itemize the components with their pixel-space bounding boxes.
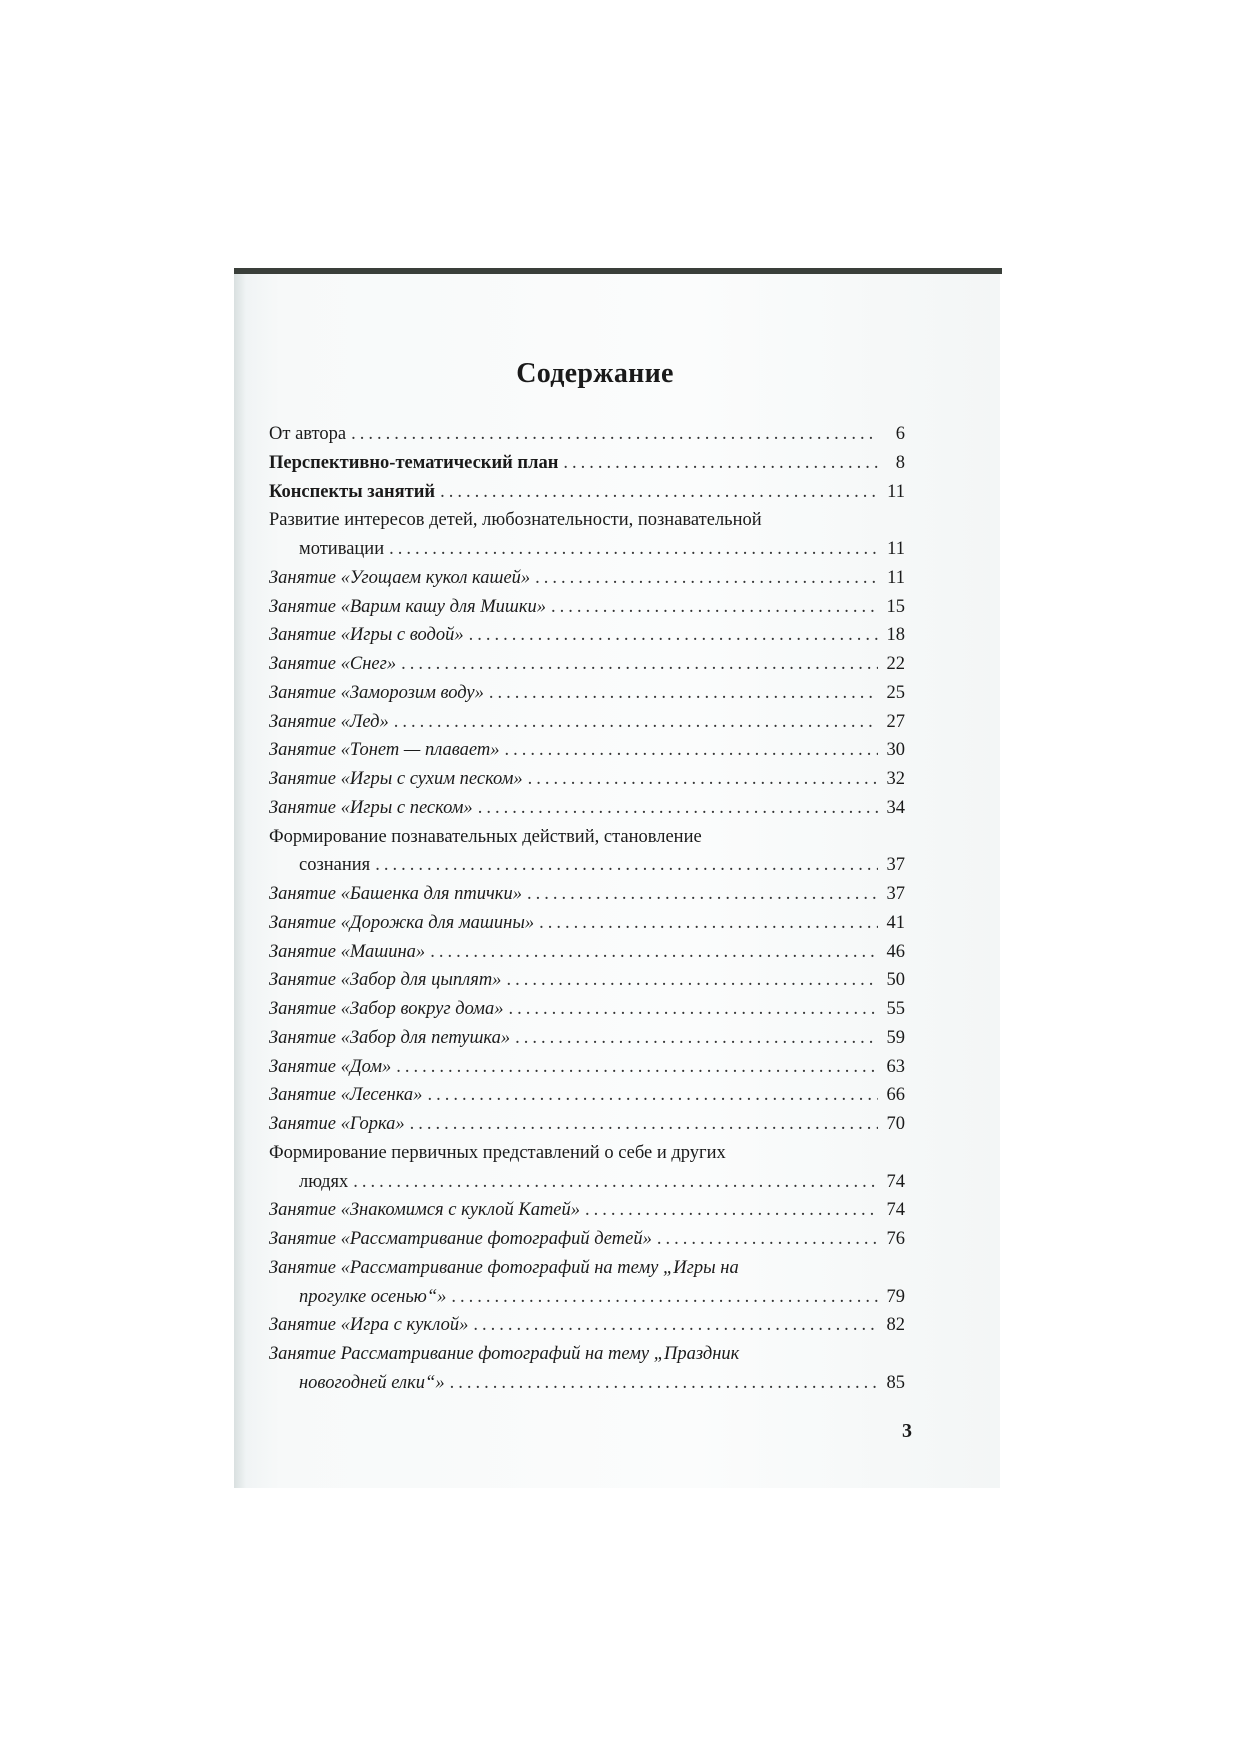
toc-dot-leader bbox=[430, 938, 878, 967]
toc-dot-leader bbox=[535, 564, 878, 593]
toc-dot-leader bbox=[351, 420, 878, 449]
toc-page-number: 32 bbox=[886, 769, 905, 789]
toc-page-number: 34 bbox=[886, 797, 905, 818]
toc-page-number: 59 bbox=[886, 1027, 905, 1048]
toc-page-number: 76 bbox=[886, 1229, 905, 1249]
toc-entry bbox=[269, 995, 905, 1024]
toc-entry-title: Занятие «Варим кашу для Мишки» bbox=[269, 596, 547, 617]
toc-entry-line bbox=[269, 1340, 905, 1369]
toc-entry-line bbox=[269, 1168, 905, 1197]
toc-dot-leader bbox=[508, 995, 878, 1024]
toc-page-number: 55 bbox=[886, 999, 905, 1019]
toc-entry-title: Занятие «Игры с сухим песком» bbox=[269, 769, 523, 789]
toc-entry-title: Занятие «Тонет — плавает» bbox=[269, 740, 500, 761]
toc-dot-leader bbox=[478, 794, 878, 823]
toc-entry-title: Занятие «Рассматривание фотографий на тему „Игры на bbox=[269, 1257, 739, 1278]
toc-page-number: 82 bbox=[886, 1315, 905, 1336]
toc-entry-title: Занятие «Снег» bbox=[269, 654, 397, 674]
toc-page-number: 63 bbox=[886, 1056, 905, 1077]
toc-page-number: 79 bbox=[886, 1286, 905, 1307]
toc-dot-leader bbox=[451, 1283, 878, 1312]
toc-page-number: 6 bbox=[895, 424, 905, 444]
toc-dot-leader bbox=[585, 1196, 878, 1225]
toc-entry-title: Занятие «Угощаем кукол кашей» bbox=[269, 567, 531, 588]
toc-dot-leader bbox=[427, 1081, 878, 1110]
toc-page-number: 11 bbox=[887, 567, 905, 588]
binding-shadow bbox=[234, 274, 246, 1488]
toc-entry bbox=[269, 794, 905, 823]
toc-dot-leader bbox=[469, 621, 878, 650]
toc-entry bbox=[269, 621, 905, 650]
toc-dot-leader bbox=[396, 1053, 878, 1082]
page-top-rule bbox=[234, 268, 1002, 274]
toc-entry-line bbox=[269, 1369, 905, 1398]
toc-entry-line bbox=[269, 823, 905, 852]
toc-dot-leader bbox=[450, 1369, 878, 1398]
toc-entry bbox=[269, 1196, 905, 1225]
toc-page-number: 37 bbox=[886, 855, 905, 876]
toc-entry-title: Занятие «Горка» bbox=[269, 1114, 405, 1134]
toc-page-number: 46 bbox=[886, 941, 905, 962]
toc-dot-leader bbox=[527, 880, 878, 909]
toc-entry-title: Занятие «Заморозим воду» bbox=[269, 682, 484, 703]
toc-entry-line bbox=[269, 1254, 905, 1283]
toc-page-number: 50 bbox=[886, 970, 905, 991]
toc-page-number: 70 bbox=[886, 1114, 905, 1134]
toc-entry-title: Занятие «Забор вокруг дома» bbox=[269, 999, 504, 1019]
toc-entry-continuation: новогодней елки“» bbox=[299, 1372, 445, 1393]
toc-dot-leader bbox=[515, 1024, 878, 1053]
toc-page-number: 15 bbox=[886, 596, 905, 617]
toc-dot-leader bbox=[375, 851, 878, 880]
toc-page-number: 18 bbox=[886, 625, 905, 646]
toc-entry-line bbox=[269, 506, 905, 535]
toc-page-number: 74 bbox=[886, 1200, 905, 1221]
toc-entry-line bbox=[269, 851, 905, 880]
toc-entry-continuation: сознания bbox=[299, 855, 371, 876]
toc-dot-leader bbox=[504, 736, 878, 765]
toc-page-number: 74 bbox=[886, 1171, 905, 1192]
toc-entry bbox=[269, 736, 905, 765]
toc-page-number: 85 bbox=[886, 1372, 905, 1393]
toc-page-number: 11 bbox=[887, 539, 905, 559]
toc-entry bbox=[269, 420, 905, 449]
toc-entry bbox=[269, 765, 905, 794]
toc-dot-leader bbox=[353, 1168, 878, 1197]
toc-dot-leader bbox=[551, 593, 878, 622]
toc-entry-title: Занятие «Лед» bbox=[269, 711, 389, 732]
toc-entry-title: Занятие «Игры с песком» bbox=[269, 797, 473, 818]
toc-entry-title: Занятие «Рассматривание фотографий детей» bbox=[269, 1229, 652, 1249]
toc-page-number: 27 bbox=[886, 711, 905, 732]
toc-entry-title: Занятие «Знакомимся с куклой Катей» bbox=[269, 1200, 581, 1221]
toc-dot-leader bbox=[389, 535, 878, 564]
toc-entry-title: Конспекты занятий bbox=[269, 481, 436, 502]
toc-entry-title: Занятие «Машина» bbox=[269, 941, 426, 962]
toc-entry bbox=[269, 1053, 905, 1082]
toc-entry-title: Занятие «Забор для петушка» bbox=[269, 1027, 511, 1048]
toc-entry bbox=[269, 938, 905, 967]
toc-entry-continuation: людях bbox=[299, 1171, 349, 1192]
toc-entry bbox=[269, 650, 905, 679]
toc-entry-continuation: мотивации bbox=[299, 539, 385, 559]
toc-entry-title: Занятие Рассматривание фотографий на тему „Праздник bbox=[269, 1344, 740, 1364]
toc-entry-title: Занятие «Дом» bbox=[269, 1056, 392, 1077]
toc-entry-title: Формирование познавательных действий, становление bbox=[269, 826, 702, 847]
toc-entry-line bbox=[269, 1139, 905, 1168]
page-title: Содержание bbox=[516, 358, 674, 389]
toc-dot-leader bbox=[410, 1110, 878, 1139]
toc-page-number: 41 bbox=[886, 912, 905, 933]
toc-dot-leader bbox=[401, 650, 878, 679]
toc-dot-leader bbox=[506, 966, 878, 995]
toc-dot-leader bbox=[563, 449, 878, 478]
toc-page-number: 30 bbox=[886, 740, 905, 761]
toc-entry-title: Занятие «Башенка для птички» bbox=[269, 884, 522, 904]
toc-entry bbox=[269, 880, 905, 909]
toc-entry bbox=[269, 449, 905, 478]
toc-entry-title: Занятие «Забор для цыплят» bbox=[269, 970, 502, 991]
toc-entry-title: Занятие «Игра с куклой» bbox=[269, 1315, 469, 1336]
toc-entry-line bbox=[269, 1283, 905, 1312]
toc-dot-leader bbox=[657, 1225, 878, 1254]
toc-entry-title: Перспективно-тематический план bbox=[269, 452, 559, 473]
toc-entry bbox=[269, 1225, 905, 1254]
toc-entry bbox=[269, 708, 905, 737]
toc-entry bbox=[269, 679, 905, 708]
toc-entry-line bbox=[269, 535, 905, 564]
toc-page-number: 37 bbox=[886, 884, 905, 904]
toc-entry bbox=[269, 1081, 905, 1110]
toc-entry bbox=[269, 564, 905, 593]
toc-entry-title: От автора bbox=[269, 424, 347, 444]
toc-entry-title: Развитие интересов детей, любознательности, познавательной bbox=[269, 510, 762, 531]
page-number: 3 bbox=[902, 1420, 912, 1442]
toc-page-number: 25 bbox=[886, 682, 905, 703]
toc-entry bbox=[269, 909, 905, 938]
toc-entry bbox=[269, 1024, 905, 1053]
toc-dot-leader bbox=[539, 909, 878, 938]
table-of-contents bbox=[269, 420, 905, 1398]
toc-entry bbox=[269, 593, 905, 622]
toc-entry bbox=[269, 1311, 905, 1340]
toc-page-number: 11 bbox=[887, 481, 905, 502]
toc-entry-title: Занятие «Лесенка» bbox=[269, 1085, 423, 1106]
toc-entry bbox=[269, 1110, 905, 1139]
toc-entry-title: Занятие «Дорожка для машины» bbox=[269, 912, 535, 933]
toc-entry bbox=[269, 966, 905, 995]
toc-entry-title: Занятие «Игры с водой» bbox=[269, 625, 464, 646]
toc-entry bbox=[269, 478, 905, 507]
toc-entry-title: Формирование первичных представлений о себе и других bbox=[269, 1142, 726, 1163]
toc-dot-leader bbox=[394, 708, 878, 737]
toc-entry-continuation: прогулке осенью“» bbox=[299, 1286, 447, 1307]
toc-dot-leader bbox=[440, 478, 878, 507]
toc-dot-leader bbox=[528, 765, 878, 794]
toc-page-number: 66 bbox=[886, 1085, 905, 1106]
toc-page-number: 22 bbox=[886, 654, 905, 674]
toc-dot-leader bbox=[473, 1311, 878, 1340]
toc-page-number: 8 bbox=[895, 452, 905, 473]
toc-dot-leader bbox=[489, 679, 878, 708]
